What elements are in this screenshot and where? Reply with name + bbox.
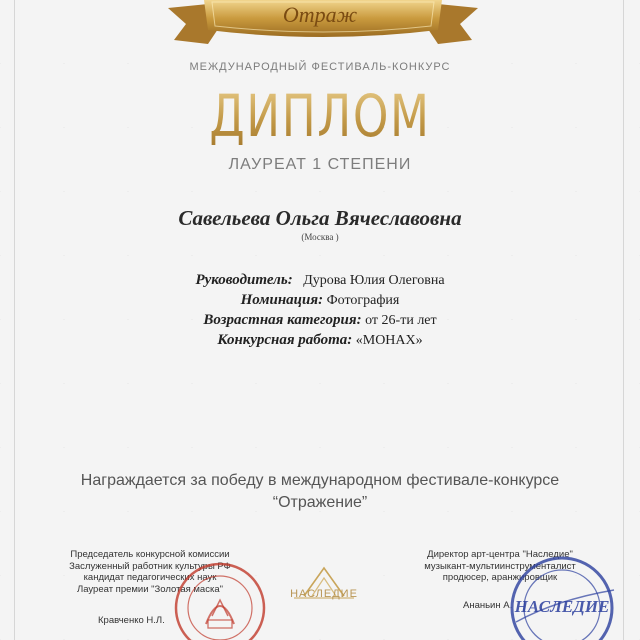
red-stamp-icon xyxy=(172,560,268,640)
signer-title: Председатель конкурсной комиссии xyxy=(70,549,230,560)
festival-heading: МЕЖДУНАРОДНЫЙ ФЕСТИВАЛЬ-КОНКУРС xyxy=(189,61,451,73)
detail-value: «МОНАХ» xyxy=(355,333,423,348)
detail-key: Номинация: xyxy=(240,292,324,308)
detail-row-supervisor xyxy=(0,272,640,289)
detail-row-nomination xyxy=(0,292,640,309)
award-contest-name: “Отражение” xyxy=(272,494,368,511)
stamp-text: НАСЛЕДИЕ xyxy=(514,597,610,616)
award-text xyxy=(0,470,640,514)
recipient-name: Савельева Ольга Вячеславовна xyxy=(178,206,462,230)
detail-value: Фотография xyxy=(326,293,400,308)
diploma-title: ДИПЛОМ xyxy=(70,84,569,148)
laureate-degree: ЛАУРЕАТ 1 СТЕПЕНИ xyxy=(228,156,412,173)
signer-title: Директор арт-центра "Наследие" xyxy=(427,549,573,560)
center-logo-text: НАСЛЕДИЕ xyxy=(290,588,358,600)
ribbon-text: Отраж xyxy=(282,2,358,27)
signer-title: Заслуженный работник культуры РФ xyxy=(69,560,231,572)
signer-name-left: Кравченко Н.Л. xyxy=(98,615,165,626)
detail-row-age-category xyxy=(0,312,640,329)
detail-value: Дурова Юлия Олеговна xyxy=(303,273,445,288)
award-line: Награждается за победу в международном фестивале-конкурсе xyxy=(80,472,560,489)
recipient-city: (Москва ) xyxy=(301,232,339,242)
nasledie-logo-icon xyxy=(274,560,374,610)
signer-title: Лауреат премии "Золотая маска" xyxy=(77,583,223,595)
signer-title: кандидат педагогических наук xyxy=(83,572,217,583)
signer-name-right: Ананьин А. xyxy=(463,600,513,611)
detail-key: Конкурсная работа: xyxy=(217,332,353,348)
detail-key: Руководитель: xyxy=(195,272,293,288)
detail-value: от 26-ти лет xyxy=(365,313,437,328)
detail-row-work xyxy=(0,332,640,349)
signer-title: музыкант-мультиинструменталист xyxy=(424,560,576,572)
blue-stamp-icon xyxy=(496,550,626,640)
detail-key: Возрастная категория: xyxy=(203,312,362,328)
signer-title: продюсер, аранжировщик xyxy=(442,572,558,583)
